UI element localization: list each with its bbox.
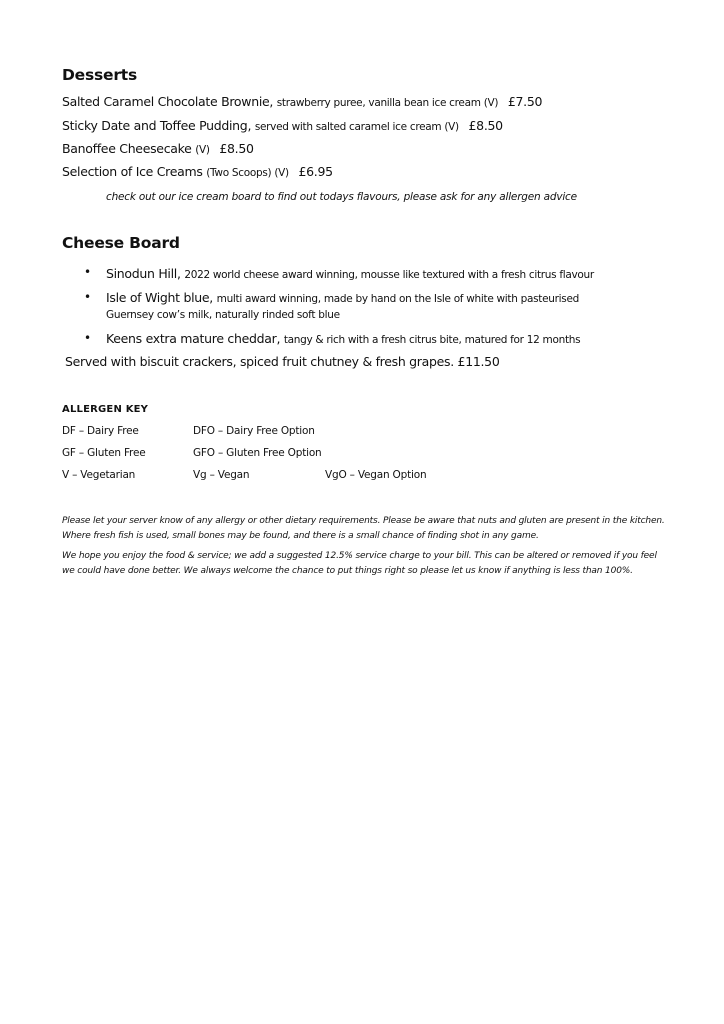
dessert-price: £7.50 bbox=[507, 94, 543, 109]
bullet-icon: • bbox=[84, 331, 92, 345]
dessert-desc: served with salted caramel ice cream (V) bbox=[254, 121, 459, 133]
cheese-name: Sinodun Hill, bbox=[106, 266, 181, 281]
cheese-desc: 2022 world cheese award winning, mousse like textured with a fresh citrus flavour bbox=[184, 269, 594, 281]
cheese-name: Keens extra mature cheddar, bbox=[106, 331, 281, 346]
allergen-key-entry: DFO – Dairy Free Option bbox=[193, 425, 315, 437]
dessert-price: £8.50 bbox=[219, 141, 254, 156]
desserts-heading: Desserts bbox=[62, 66, 138, 84]
dessert-item bbox=[62, 94, 542, 109]
cheese-desc-continued: Guernsey cow’s milk, naturally rinded soft blue bbox=[106, 309, 340, 321]
dessert-name: Salted Caramel Chocolate Brownie, bbox=[62, 94, 274, 109]
allergen-key-entry: V – Vegetarian bbox=[62, 469, 136, 481]
ice-cream-note: check out our ice cream board to find out todays flavours, please ask for any allergen advice bbox=[106, 191, 577, 203]
bullet-icon: • bbox=[84, 290, 92, 304]
allergen-key-entry: VgO – Vegan Option bbox=[325, 469, 427, 481]
allergen-key-entry: Vg – Vegan bbox=[193, 469, 250, 481]
dessert-price: £8.50 bbox=[468, 118, 503, 133]
cheese-item bbox=[106, 266, 594, 281]
dessert-desc: strawberry puree, vanilla bean ice cream (V) bbox=[276, 97, 499, 109]
cheese-item bbox=[106, 331, 580, 346]
allergen-key-entry: GFO – Gluten Free Option bbox=[193, 447, 322, 459]
cheese-name: Isle of Wight blue, bbox=[106, 290, 213, 305]
cheese-desc: tangy & rich with a fresh citrus bite, matured for 12 months bbox=[283, 334, 581, 346]
cheese-desc: multi award winning, made by hand on the Isle of white with pasteurised bbox=[216, 293, 579, 305]
dessert-item bbox=[62, 141, 254, 156]
dessert-name: Banoffee Cheesecake bbox=[62, 141, 192, 156]
dessert-item bbox=[62, 118, 503, 133]
allergy-notice: Please let your server know of any allergy or other dietary requirements. Please be aware that nuts and gluten are present in the kitchen. Where fresh fish is used, small bones may be found, and there is a small chance of finding shot in any game. bbox=[62, 516, 665, 541]
cheese-board-heading: Cheese Board bbox=[62, 234, 180, 252]
cheese-served-with: Served with biscuit crackers, spiced fruit chutney & fresh grapes. £11.50 bbox=[65, 354, 500, 369]
dessert-name: Sticky Date and Toffee Pudding, bbox=[62, 118, 252, 133]
bullet-icon: • bbox=[84, 265, 92, 279]
cheese-item bbox=[106, 290, 579, 305]
dessert-desc: (V) bbox=[195, 144, 210, 156]
allergen-key-entry: GF – Gluten Free bbox=[62, 447, 146, 459]
allergen-key-heading: ALLERGEN KEY bbox=[62, 404, 149, 415]
allergen-key-entry: DF – Dairy Free bbox=[62, 425, 139, 437]
dessert-desc: (Two Scoops) (V) bbox=[206, 167, 289, 179]
service-charge-notice: We hope you enjoy the food & service; we add a suggested 12.5% service charge to your bill. This can be altered or removed if you feel we could have done better. We always welcome the chance to put things right so please let us know if anything is less than 100%. bbox=[62, 551, 657, 576]
dessert-price: £6.95 bbox=[298, 164, 333, 179]
dessert-name: Selection of Ice Creams bbox=[62, 164, 203, 179]
dessert-item bbox=[62, 164, 333, 179]
